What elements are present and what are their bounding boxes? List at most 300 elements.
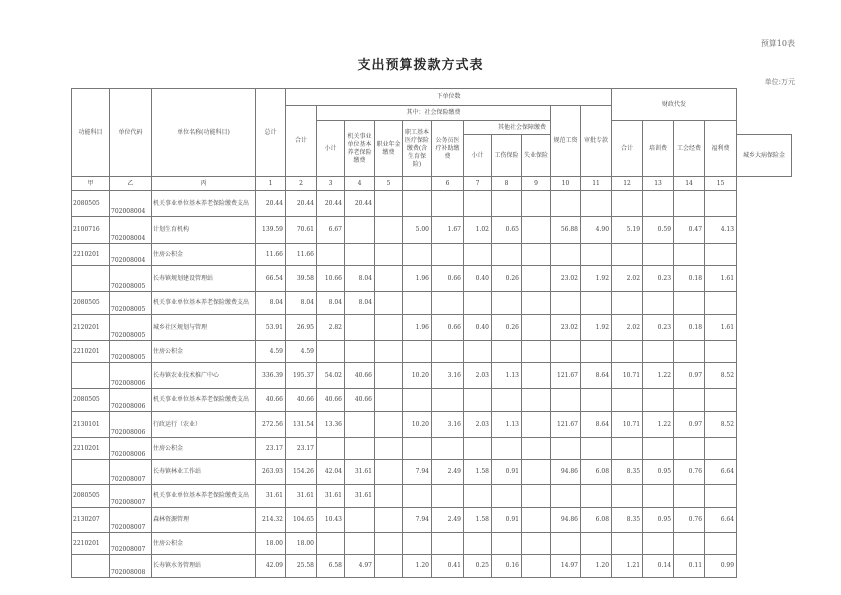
table-row [72, 412, 792, 438]
cell-name: 长寿镇林业工作站 [152, 460, 256, 485]
table-row [72, 292, 792, 315]
header-occupational: 职业年金缴费 [375, 121, 403, 177]
cell-c6 [432, 533, 464, 555]
cell-name: 住房公积金 [152, 438, 256, 460]
cell-c5 [403, 341, 432, 363]
cell-c10 [551, 438, 581, 460]
cell-c15: 8.52 [705, 363, 737, 389]
cell-c1: 4.59 [286, 341, 317, 363]
cell-c8 [492, 341, 522, 363]
index-cell: 丙 [152, 177, 256, 191]
cell-c12: 8.35 [612, 460, 643, 485]
cell-c3 [345, 341, 375, 363]
cell-c9 [522, 555, 551, 578]
cell-c12: 2.02 [612, 315, 643, 341]
cell-c9 [522, 533, 551, 555]
index-cell: 13 [643, 177, 674, 191]
cell-c15 [705, 341, 737, 363]
cell-c9 [522, 389, 551, 412]
cell-c6: 3.16 [432, 363, 464, 389]
cell-c14: 0.76 [674, 460, 705, 485]
cell-c5 [403, 438, 432, 460]
cell-c10: 14.97 [551, 555, 581, 578]
cell-c8: 0.91 [492, 508, 522, 533]
cell-c13 [643, 389, 674, 412]
cell-c5 [403, 244, 432, 266]
table-row [72, 438, 792, 460]
cell-c15 [705, 389, 737, 412]
cell-c6 [432, 191, 464, 217]
cell-c1: 20.44 [286, 191, 317, 217]
table-row [72, 191, 792, 217]
header-lower-units: 下单位数 [286, 89, 612, 106]
cell-c12 [612, 485, 643, 508]
table-row [72, 533, 792, 555]
cell-c5 [403, 292, 432, 315]
cell-code: 702008004 [110, 244, 152, 266]
cell-c15: 8.52 [705, 412, 737, 438]
cell-total: 263.93 [256, 460, 286, 485]
cell-c3 [345, 412, 375, 438]
cell-c5 [403, 191, 432, 217]
cell-func [72, 460, 110, 485]
cell-c11 [581, 292, 612, 315]
cell-c14: 0.47 [674, 217, 705, 244]
cell-c1: 31.61 [286, 485, 317, 508]
cell-code: 702008005 [110, 292, 152, 315]
cell-c13: 0.23 [643, 266, 674, 292]
cell-c11 [581, 533, 612, 555]
cell-name: 住房公积金 [152, 533, 256, 555]
index-cell: 14 [674, 177, 705, 191]
header-unemployment: 失业保险 [522, 135, 551, 177]
cell-name: 住房公积金 [152, 341, 256, 363]
table-row [72, 244, 792, 266]
cell-c6: 0.66 [432, 266, 464, 292]
cell-c9 [522, 266, 551, 292]
cell-c8: 0.65 [492, 217, 522, 244]
cell-c14: 0.11 [674, 555, 705, 578]
cell-c4 [375, 341, 403, 363]
table-body [72, 89, 792, 578]
cell-c7: 0.40 [464, 315, 492, 341]
cell-c14 [674, 533, 705, 555]
cell-c12: 2.02 [612, 266, 643, 292]
cell-c9 [522, 363, 551, 389]
cell-c15 [705, 485, 737, 508]
cell-c5: 7.94 [403, 460, 432, 485]
unit-label: 单位:万元 [764, 78, 795, 86]
cell-c1: 26.95 [286, 315, 317, 341]
header-training: 培训费 [643, 121, 674, 177]
cell-c9 [522, 315, 551, 341]
header-serious-illness: 城乡大病保险金 [737, 135, 792, 177]
index-cell: 15 [705, 177, 737, 191]
cell-c3 [345, 217, 375, 244]
cell-c12 [612, 438, 643, 460]
cell-c10 [551, 292, 581, 315]
cell-c13 [643, 485, 674, 508]
cell-c7 [464, 533, 492, 555]
header-fiscal-direct: 财政代发 [612, 89, 737, 121]
index-cell: 乙 [110, 177, 152, 191]
cell-name: 机关事业单位基本养老保险缴费支出 [152, 191, 256, 217]
cell-c7 [464, 191, 492, 217]
cell-c9 [522, 292, 551, 315]
cell-c10 [551, 244, 581, 266]
cell-code: 702008007 [110, 533, 152, 555]
cell-c1: 8.04 [286, 292, 317, 315]
header-fiscal-total: 合计 [612, 121, 643, 177]
cell-c13 [643, 244, 674, 266]
cell-c14: 0.18 [674, 266, 705, 292]
cell-c6 [432, 389, 464, 412]
index-cell: 5 [375, 177, 403, 191]
cell-total: 214.32 [256, 508, 286, 533]
cell-c2: 10.66 [317, 266, 345, 292]
cell-c7: 2.03 [464, 412, 492, 438]
cell-code: 702008005 [110, 341, 152, 363]
table-row [72, 315, 792, 341]
cell-c6 [432, 438, 464, 460]
header-subtotal-total: 合计 [286, 106, 317, 177]
cell-c14 [674, 191, 705, 217]
cell-name: 长寿镇规划建设管理站 [152, 266, 256, 292]
cell-c14: 0.97 [674, 363, 705, 389]
cell-c11: 8.64 [581, 412, 612, 438]
cell-c6: 1.67 [432, 217, 464, 244]
cell-name: 机关事业单位基本养老保险缴费支出 [152, 485, 256, 508]
index-cell [403, 177, 432, 191]
cell-c3 [345, 508, 375, 533]
cell-c2 [317, 438, 345, 460]
cell-c14: 0.76 [674, 508, 705, 533]
cell-c15: 4.13 [705, 217, 737, 244]
cell-c5: 1.20 [403, 555, 432, 578]
cell-c2: 2.82 [317, 315, 345, 341]
cell-c9 [522, 244, 551, 266]
cell-c14 [674, 389, 705, 412]
cell-total: 336.39 [256, 363, 286, 389]
table-row [72, 485, 792, 508]
index-cell: 6 [432, 177, 464, 191]
cell-total: 53.91 [256, 315, 286, 341]
cell-func [72, 363, 110, 389]
cell-c3 [345, 315, 375, 341]
cell-c10: 121.67 [551, 412, 581, 438]
cell-c14: 0.18 [674, 315, 705, 341]
index-cell: 9 [522, 177, 551, 191]
index-cell: 11 [581, 177, 612, 191]
cell-c7: 2.03 [464, 363, 492, 389]
cell-c12: 10.71 [612, 412, 643, 438]
cell-c2: 42.04 [317, 460, 345, 485]
cell-c13: 0.14 [643, 555, 674, 578]
cell-c11 [581, 244, 612, 266]
cell-c3: 40.66 [345, 363, 375, 389]
cell-c4 [375, 460, 403, 485]
cell-c11: 4.90 [581, 217, 612, 244]
cell-c8: 0.26 [492, 315, 522, 341]
cell-total: 272.56 [256, 412, 286, 438]
header-inst-pension: 机关事业单位基本养老保险缴费 [345, 121, 375, 177]
cell-c7 [464, 292, 492, 315]
cell-c4 [375, 217, 403, 244]
cell-c4 [375, 363, 403, 389]
cell-c11 [581, 438, 612, 460]
cell-c8: 0.16 [492, 555, 522, 578]
cell-name: 计划生育机构 [152, 217, 256, 244]
cell-c6: 0.41 [432, 555, 464, 578]
cell-c11 [581, 191, 612, 217]
cell-c9 [522, 460, 551, 485]
table-row [72, 217, 792, 244]
cell-c1: 195.37 [286, 363, 317, 389]
table-row [72, 266, 792, 292]
cell-c12: 8.35 [612, 508, 643, 533]
cell-c6: 0.66 [432, 315, 464, 341]
cell-func: 2080505 [72, 485, 110, 508]
header-total: 总计 [256, 89, 286, 177]
cell-c4 [375, 292, 403, 315]
cell-name: 长寿镇农业技术推广中心 [152, 363, 256, 389]
cell-c2: 20.44 [317, 191, 345, 217]
cell-c6 [432, 292, 464, 315]
index-cell: 甲 [72, 177, 110, 191]
index-cell: 1 [256, 177, 286, 191]
cell-c1: 39.58 [286, 266, 317, 292]
cell-c15 [705, 292, 737, 315]
cell-c13: 0.95 [643, 508, 674, 533]
cell-c11: 8.64 [581, 363, 612, 389]
header-other-subtotal: 小计 [464, 135, 492, 177]
cell-c1: 11.66 [286, 244, 317, 266]
table-row [72, 460, 792, 485]
document-title: 支出预算拨款方式表 [357, 58, 484, 73]
cell-c10 [551, 191, 581, 217]
table-row [72, 363, 792, 389]
cell-name: 住房公积金 [152, 244, 256, 266]
cell-c2 [317, 244, 345, 266]
cell-c13: 1.22 [643, 363, 674, 389]
cell-total: 66.54 [256, 266, 286, 292]
cell-total: 4.59 [256, 341, 286, 363]
cell-code: 702008005 [110, 315, 152, 341]
cell-c11: 6.08 [581, 508, 612, 533]
cell-c12: 1.21 [612, 555, 643, 578]
cell-c2: 54.02 [317, 363, 345, 389]
cell-c3: 8.04 [345, 292, 375, 315]
cell-c9 [522, 191, 551, 217]
cell-c1: 18.00 [286, 533, 317, 555]
cell-c9 [522, 412, 551, 438]
table-row [72, 389, 792, 412]
cell-total: 20.44 [256, 191, 286, 217]
cell-c2 [317, 341, 345, 363]
cell-code: 702008004 [110, 217, 152, 244]
cell-name: 森林资源管理 [152, 508, 256, 533]
cell-total: 40.66 [256, 389, 286, 412]
cell-func: 2080505 [72, 389, 110, 412]
budget-table [71, 88, 792, 578]
cell-c13 [643, 341, 674, 363]
cell-c4 [375, 412, 403, 438]
index-cell: 8 [492, 177, 522, 191]
cell-c5 [403, 389, 432, 412]
cell-c10: 56.88 [551, 217, 581, 244]
header-civil-servant-medical: 公务员医疗补助缴费 [432, 121, 464, 177]
header-unit-code: 单位代码 [110, 89, 152, 177]
cell-c2: 40.66 [317, 389, 345, 412]
table-row [72, 508, 792, 533]
cell-c1: 23.17 [286, 438, 317, 460]
cell-c15 [705, 244, 737, 266]
cell-total: 8.04 [256, 292, 286, 315]
cell-c11 [581, 341, 612, 363]
cell-c1: 131.54 [286, 412, 317, 438]
cell-total: 31.61 [256, 485, 286, 508]
cell-c7 [464, 485, 492, 508]
index-cell: 7 [464, 177, 492, 191]
cell-code: 702008006 [110, 412, 152, 438]
cell-c8 [492, 485, 522, 508]
cell-c7: 1.58 [464, 508, 492, 533]
cell-c10: 94.86 [551, 508, 581, 533]
cell-c12 [612, 191, 643, 217]
header-union: 工会经费 [674, 121, 705, 177]
index-cell: 10 [551, 177, 581, 191]
cell-c13 [643, 191, 674, 217]
cell-c5: 7.94 [403, 508, 432, 533]
cell-c4 [375, 315, 403, 341]
cell-c7 [464, 438, 492, 460]
header-injury: 工伤保险 [492, 135, 522, 177]
cell-c15 [705, 438, 737, 460]
cell-c6 [432, 341, 464, 363]
cell-c5: 1.96 [403, 266, 432, 292]
header-medical: 职工基本医疗保险缴费(含生育保险) [403, 121, 432, 177]
index-cell: 4 [345, 177, 375, 191]
cell-c9 [522, 485, 551, 508]
cell-c5 [403, 485, 432, 508]
cell-c13 [643, 533, 674, 555]
cell-c9 [522, 341, 551, 363]
cell-c4 [375, 438, 403, 460]
cell-c9 [522, 438, 551, 460]
cell-func: 2120201 [72, 315, 110, 341]
cell-c7 [464, 389, 492, 412]
cell-c1: 40.66 [286, 389, 317, 412]
header-review: 审批专款 [581, 106, 612, 177]
cell-c4 [375, 266, 403, 292]
header-unit-name: 单位名称(功能科目) [152, 89, 256, 177]
cell-c6 [432, 244, 464, 266]
cell-c8: 0.91 [492, 460, 522, 485]
cell-c5: 10.20 [403, 412, 432, 438]
cell-func: 2130207 [72, 508, 110, 533]
cell-c2 [317, 533, 345, 555]
cell-c4 [375, 533, 403, 555]
cell-func: 2210201 [72, 438, 110, 460]
cell-c2: 8.04 [317, 292, 345, 315]
cell-c9 [522, 508, 551, 533]
header-other-social: 其他社会保障缴费 [464, 121, 581, 135]
table-row [72, 341, 792, 363]
cell-c10 [551, 341, 581, 363]
cell-func: 2210201 [72, 341, 110, 363]
cell-func [72, 555, 110, 578]
cell-c1: 70.61 [286, 217, 317, 244]
cell-c6 [432, 485, 464, 508]
cell-c3: 31.61 [345, 485, 375, 508]
cell-c10: 23.02 [551, 315, 581, 341]
cell-total: 23.17 [256, 438, 286, 460]
cell-c2: 6.67 [317, 217, 345, 244]
cell-c14 [674, 485, 705, 508]
cell-c12 [612, 292, 643, 315]
cell-c7 [464, 244, 492, 266]
page-tag: 预算10表 [760, 39, 795, 48]
cell-c1: 25.58 [286, 555, 317, 578]
cell-code: 702008007 [110, 485, 152, 508]
cell-c10: 94.86 [551, 460, 581, 485]
cell-c5: 5.00 [403, 217, 432, 244]
cell-c15: 1.61 [705, 266, 737, 292]
header-salary: 规范工资 [551, 106, 581, 177]
cell-c13 [643, 292, 674, 315]
cell-c4 [375, 508, 403, 533]
cell-c13: 1.22 [643, 412, 674, 438]
cell-c13: 0.23 [643, 315, 674, 341]
cell-c8 [492, 533, 522, 555]
cell-c2: 10.43 [317, 508, 345, 533]
cell-c11: 1.92 [581, 266, 612, 292]
cell-c6: 2.49 [432, 460, 464, 485]
cell-c12: 10.71 [612, 363, 643, 389]
cell-c2: 6.58 [317, 555, 345, 578]
index-cell: 3 [317, 177, 345, 191]
cell-name: 城乡社区规划与管理 [152, 315, 256, 341]
cell-c9 [522, 217, 551, 244]
cell-code: 702008006 [110, 389, 152, 412]
cell-c11: 1.20 [581, 555, 612, 578]
cell-c15: 0.99 [705, 555, 737, 578]
cell-c5 [403, 533, 432, 555]
cell-c4 [375, 191, 403, 217]
cell-c15: 6.64 [705, 508, 737, 533]
cell-c10: 23.02 [551, 266, 581, 292]
cell-c7: 0.40 [464, 266, 492, 292]
cell-c3: 40.66 [345, 389, 375, 412]
cell-c11: 6.08 [581, 460, 612, 485]
cell-c12 [612, 533, 643, 555]
cell-c13: 0.59 [643, 217, 674, 244]
cell-c7 [464, 341, 492, 363]
cell-c2: 31.61 [317, 485, 345, 508]
cell-c3 [345, 533, 375, 555]
cell-c4 [375, 485, 403, 508]
cell-c2: 13.36 [317, 412, 345, 438]
cell-func: 2210201 [72, 244, 110, 266]
cell-c3 [345, 244, 375, 266]
cell-c13 [643, 438, 674, 460]
cell-c12 [612, 389, 643, 412]
cell-c8 [492, 191, 522, 217]
cell-c8 [492, 438, 522, 460]
cell-name: 行政运行（农业） [152, 412, 256, 438]
cell-c8 [492, 292, 522, 315]
cell-c4 [375, 389, 403, 412]
